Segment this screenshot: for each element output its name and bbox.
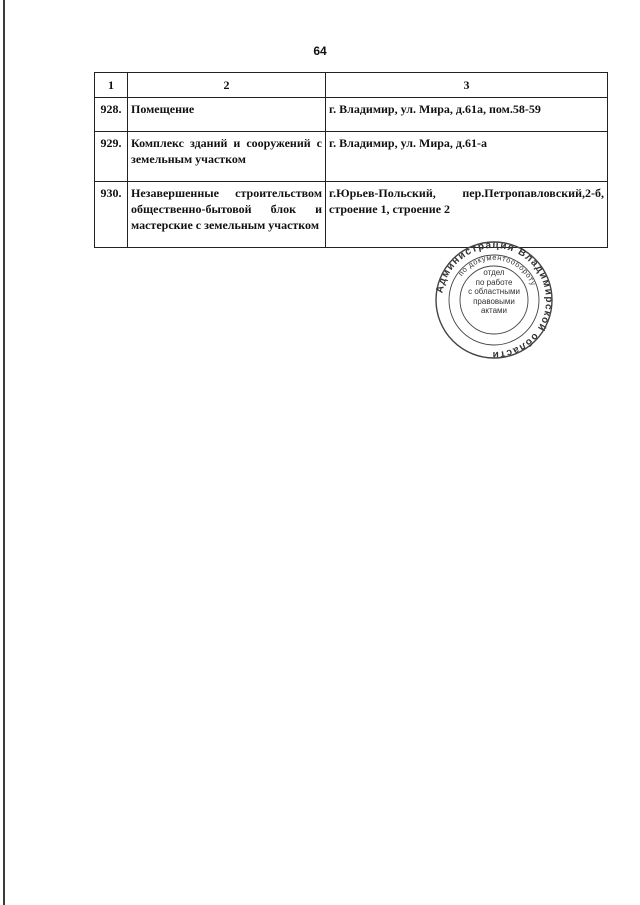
- object-name: Незавершенные строительством общественно-бытовой блок и мастерские с земельным участком: [128, 182, 326, 248]
- object-address: г. Владимир, ул. Мира, д.61а, пом.58-59: [326, 98, 608, 132]
- stamp-line: с областными: [468, 287, 520, 296]
- stamp-line: актами: [480, 306, 508, 315]
- stamp-inner-text: [462, 268, 526, 316]
- table-header-row: [95, 73, 608, 98]
- object-name: Помещение: [128, 98, 326, 132]
- column-header: 2: [128, 73, 326, 98]
- column-header: 3: [326, 73, 608, 98]
- row-number: 930.: [95, 182, 128, 248]
- object-address: г. Владимир, ул. Мира, д.61-а: [326, 132, 608, 182]
- table-row: [95, 98, 608, 132]
- row-number: 929.: [95, 132, 128, 182]
- object-address: г.Юрьев-Польский, пер.Петропавловский,2-б, строение 1, строение 2: [326, 182, 608, 248]
- table-row: [95, 182, 608, 248]
- table-row: [95, 132, 608, 182]
- stamp-middle-text: по документообороту: [456, 252, 539, 288]
- stamp-line: правовыми: [473, 296, 515, 306]
- stamp-line: отдел: [483, 268, 505, 277]
- page-edge: [3, 0, 5, 905]
- row-number: 928.: [95, 98, 128, 132]
- column-header: 1: [95, 73, 128, 98]
- stamp-line: по работе: [475, 277, 513, 287]
- page-number: 64: [313, 44, 327, 58]
- stamp-outer-text: Администрация Владимирской области: [434, 240, 554, 360]
- property-table: [94, 72, 608, 248]
- object-name: Комплекс зданий и сооружений с земельным участком: [128, 132, 326, 182]
